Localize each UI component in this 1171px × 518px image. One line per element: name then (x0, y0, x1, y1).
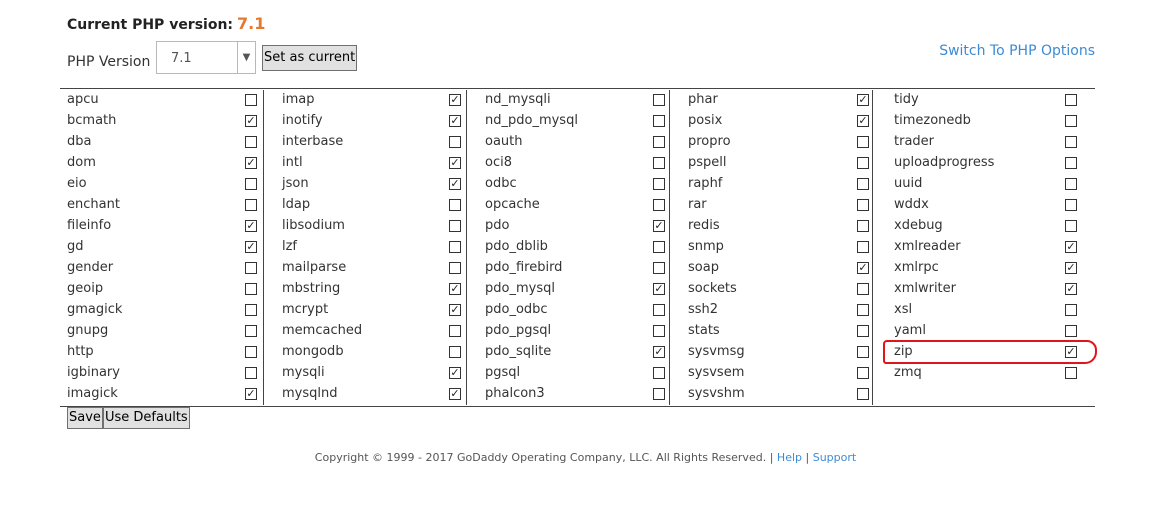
extension-label: oci8 (485, 155, 512, 170)
extension-row-xmlreader (873, 237, 1096, 258)
extension-row-pdo_dblib (467, 237, 670, 258)
extension-row-stats (670, 321, 873, 342)
extension-label: memcached (282, 323, 363, 338)
extension-row-snmp (670, 237, 873, 258)
extension-row-imap (264, 90, 467, 111)
extension-row-intl (264, 153, 467, 174)
extension-row-pdo_pgsql (467, 321, 670, 342)
extension-row-mysqli (264, 363, 467, 384)
extension-checkbox-tidy[interactable] (1065, 94, 1077, 106)
extensions-column (60, 90, 263, 405)
extension-label: wddx (894, 197, 929, 212)
extension-checkbox-mcrypt[interactable] (449, 304, 461, 316)
extension-row-tidy (873, 90, 1096, 111)
extension-label: odbc (485, 176, 517, 191)
chevron-down-icon[interactable]: ▼ (237, 42, 255, 73)
extension-checkbox-pgsql[interactable] (653, 367, 665, 379)
extension-row-sysvmsg (670, 342, 873, 363)
extension-row-libsodium (264, 216, 467, 237)
extension-checkbox-apcu[interactable] (245, 94, 257, 106)
footer-separator: | (805, 451, 810, 464)
use-defaults-button[interactable]: Use Defaults (103, 407, 190, 429)
extension-row-zmq (873, 363, 1096, 384)
extension-checkbox-xmlwriter[interactable] (1065, 283, 1077, 295)
extension-label: mailparse (282, 260, 347, 275)
extension-label: xmlreader (894, 239, 961, 254)
extension-checkbox-igbinary[interactable] (245, 367, 257, 379)
extension-label: json (282, 176, 309, 191)
extension-row-sysvsem (670, 363, 873, 384)
extension-label: phar (688, 92, 718, 107)
extension-checkbox-pdo_dblib[interactable] (653, 241, 665, 253)
extension-row-fileinfo (60, 216, 263, 237)
extension-label: rar (688, 197, 707, 212)
extension-checkbox-pspell[interactable] (857, 157, 869, 169)
extension-row-memcached (264, 321, 467, 342)
extension-checkbox-bcmath[interactable] (245, 115, 257, 127)
copyright-text: Copyright © 1999 - 2017 GoDaddy Operating Company, LLC. All Rights Reserved. (314, 451, 767, 464)
extension-label: sysvshm (688, 386, 745, 401)
extension-label: xmlrpc (894, 260, 939, 275)
extension-checkbox-pdo_pgsql[interactable] (653, 325, 665, 337)
extension-row-xsl (873, 300, 1096, 321)
extension-row-soap (670, 258, 873, 279)
extension-row-mcrypt (264, 300, 467, 321)
extension-row-mailparse (264, 258, 467, 279)
extension-label: trader (894, 134, 935, 149)
extension-row-mysqlnd (264, 384, 467, 405)
extension-checkbox-trader[interactable] (1065, 136, 1077, 148)
extension-row-gnupg (60, 321, 263, 342)
extension-row-gd (60, 237, 263, 258)
extension-label: uploadprogress (894, 155, 995, 170)
extension-checkbox-gender[interactable] (245, 262, 257, 274)
extension-checkbox-imagick[interactable] (245, 388, 257, 400)
extension-row-oauth (467, 132, 670, 153)
extension-label: pdo_sqlite (485, 344, 552, 359)
extension-label: inotify (282, 113, 323, 128)
extension-label: tidy (894, 92, 919, 107)
extension-row-interbase (264, 132, 467, 153)
save-button[interactable]: Save (67, 407, 103, 429)
extension-checkbox-ldap[interactable] (449, 199, 461, 211)
extension-label: zip (894, 344, 913, 359)
extensions-column (263, 90, 467, 405)
extension-checkbox-pdo_mysql[interactable] (653, 283, 665, 295)
extension-row-apcu (60, 90, 263, 111)
extension-label: pspell (688, 155, 727, 170)
extension-row-pdo_firebird (467, 258, 670, 279)
extension-checkbox-gnupg[interactable] (245, 325, 257, 337)
extension-label: mysqlnd (282, 386, 338, 401)
extension-label: intl (282, 155, 303, 170)
extension-label: eio (67, 176, 87, 191)
extension-label: imap (282, 92, 315, 107)
extension-checkbox-geoip[interactable] (245, 283, 257, 295)
extension-checkbox-propro[interactable] (857, 136, 869, 148)
extensions-column (466, 90, 670, 405)
extension-label: zmq (894, 365, 922, 380)
footer-separator: | (769, 451, 774, 464)
extension-row-gender (60, 258, 263, 279)
extension-row-enchant (60, 195, 263, 216)
extension-row-raphf (670, 174, 873, 195)
extension-row-ldap (264, 195, 467, 216)
extension-checkbox-snmp[interactable] (857, 241, 869, 253)
extension-checkbox-sysvsem[interactable] (857, 367, 869, 379)
extension-label: pdo_pgsql (485, 323, 552, 338)
extension-checkbox-gmagick[interactable] (245, 304, 257, 316)
extension-checkbox-inotify[interactable] (449, 115, 461, 127)
extension-row-dba (60, 132, 263, 153)
extension-label: nd_mysqli (485, 92, 551, 107)
extension-row-gmagick (60, 300, 263, 321)
extension-label: redis (688, 218, 720, 233)
extension-label: pdo_mysql (485, 281, 555, 296)
extension-checkbox-mongodb[interactable] (449, 346, 461, 358)
extension-label: sysvsem (688, 365, 745, 380)
extension-row-igbinary (60, 363, 263, 384)
extension-checkbox-pdo_odbc[interactable] (653, 304, 665, 316)
extension-checkbox-memcached[interactable] (449, 325, 461, 337)
extension-label: pdo (485, 218, 510, 233)
extension-row-pdo_mysql (467, 279, 670, 300)
extension-label: nd_pdo_mysql (485, 113, 578, 128)
extension-checkbox-raphf[interactable] (857, 178, 869, 190)
extension-label: pdo_firebird (485, 260, 563, 275)
extension-checkbox-dba[interactable] (245, 136, 257, 148)
extension-label: ssh2 (688, 302, 719, 317)
php-version-selected-value: 7.1 (171, 51, 192, 66)
extension-row-bcmath (60, 111, 263, 132)
extension-row-xdebug (873, 216, 1096, 237)
extension-label: dom (67, 155, 96, 170)
extension-checkbox-posix[interactable] (857, 115, 869, 127)
extension-checkbox-sockets[interactable] (857, 283, 869, 295)
extension-label: timezonedb (894, 113, 971, 128)
extension-row-inotify (264, 111, 467, 132)
extension-checkbox-phar[interactable] (857, 94, 869, 106)
extension-checkbox-pdo[interactable] (653, 220, 665, 232)
extension-label: soap (688, 260, 719, 275)
php-version-label: PHP Version (67, 54, 151, 70)
extension-row-uuid (873, 174, 1096, 195)
extension-label: pdo_odbc (485, 302, 548, 317)
extension-checkbox-wddx[interactable] (1065, 199, 1077, 211)
extension-checkbox-xdebug[interactable] (1065, 220, 1077, 232)
extension-checkbox-rar[interactable] (857, 199, 869, 211)
extension-label: xdebug (894, 218, 943, 233)
extension-checkbox-sysvshm[interactable] (857, 388, 869, 400)
extension-label: imagick (67, 386, 118, 401)
extensions-column (669, 90, 873, 405)
extension-checkbox-json[interactable] (449, 178, 461, 190)
extension-checkbox-eio[interactable] (245, 178, 257, 190)
current-version-value: 7.1 (237, 14, 266, 33)
extension-checkbox-timezonedb[interactable] (1065, 115, 1077, 127)
extension-label: gmagick (67, 302, 123, 317)
extension-label: geoip (67, 281, 104, 296)
extension-label: sockets (688, 281, 737, 296)
extension-checkbox-lzf[interactable] (449, 241, 461, 253)
extension-row-pgsql (467, 363, 670, 384)
extension-checkbox-yaml[interactable] (1065, 325, 1077, 337)
extension-checkbox-opcache[interactable] (653, 199, 665, 211)
extension-row-ssh2 (670, 300, 873, 321)
extension-label: mcrypt (282, 302, 329, 317)
extension-label: uuid (894, 176, 923, 191)
support-link[interactable]: Support (812, 451, 857, 464)
extension-row-nd_pdo_mysql (467, 111, 670, 132)
extension-checkbox-xmlreader[interactable] (1065, 241, 1077, 253)
current-version-label: Current PHP version: (67, 17, 234, 33)
extension-row-propro (670, 132, 873, 153)
extension-label: oauth (485, 134, 523, 149)
extension-label: interbase (282, 134, 344, 149)
extension-checkbox-mailparse[interactable] (449, 262, 461, 274)
extension-label: gnupg (67, 323, 109, 338)
footer (0, 451, 1171, 464)
extension-row-pdo_odbc (467, 300, 670, 321)
extension-checkbox-soap[interactable] (857, 262, 869, 274)
extension-row-eio (60, 174, 263, 195)
extension-label: dba (67, 134, 92, 149)
extension-label: apcu (67, 92, 99, 107)
extension-checkbox-imap[interactable] (449, 94, 461, 106)
set-as-current-button[interactable]: Set as current (262, 45, 357, 71)
extension-label: fileinfo (67, 218, 112, 233)
extension-label: opcache (485, 197, 540, 212)
extension-label: http (67, 344, 94, 359)
extension-row-xmlrpc (873, 258, 1096, 279)
extension-label: pgsql (485, 365, 521, 380)
extension-label: pdo_dblib (485, 239, 548, 254)
extension-row-nd_mysqli (467, 90, 670, 111)
extension-label: gd (67, 239, 84, 254)
extension-label: mysqli (282, 365, 325, 380)
extension-row-imagick (60, 384, 263, 405)
extension-row-sockets (670, 279, 873, 300)
extension-label: xsl (894, 302, 913, 317)
extension-row-pdo (467, 216, 670, 237)
extension-row-uploadprogress (873, 153, 1096, 174)
extension-checkbox-http[interactable] (245, 346, 257, 358)
extension-label: posix (688, 113, 723, 128)
extension-checkbox-sysvmsg[interactable] (857, 346, 869, 358)
extension-label: yaml (894, 323, 926, 338)
extension-label: enchant (67, 197, 120, 212)
extension-checkbox-redis[interactable] (857, 220, 869, 232)
extension-label: xmlwriter (894, 281, 956, 296)
extension-row-sysvshm (670, 384, 873, 405)
zip-highlight-annotation (883, 340, 1097, 364)
extension-checkbox-pdo_firebird[interactable] (653, 262, 665, 274)
extension-row-opcache (467, 195, 670, 216)
extension-checkbox-fileinfo[interactable] (245, 220, 257, 232)
extension-row-redis (670, 216, 873, 237)
extension-checkbox-ssh2[interactable] (857, 304, 869, 316)
extension-checkbox-intl[interactable] (449, 157, 461, 169)
extension-checkbox-stats[interactable] (857, 325, 869, 337)
extension-row-rar (670, 195, 873, 216)
extension-checkbox-pdo_sqlite[interactable] (653, 346, 665, 358)
extension-label: libsodium (282, 218, 345, 233)
php-version-select[interactable] (156, 41, 256, 74)
extension-label: gender (67, 260, 114, 275)
extension-label: sysvmsg (688, 344, 745, 359)
extension-label: raphf (688, 176, 723, 191)
extension-label: mbstring (282, 281, 341, 296)
extension-label: mongodb (282, 344, 344, 359)
extension-row-mongodb (264, 342, 467, 363)
extension-row-lzf (264, 237, 467, 258)
extension-label: propro (688, 134, 731, 149)
extension-row-http (60, 342, 263, 363)
extension-checkbox-enchant[interactable] (245, 199, 257, 211)
extension-row-pspell (670, 153, 873, 174)
extension-row-posix (670, 111, 873, 132)
extension-checkbox-gd[interactable] (245, 241, 257, 253)
extension-label: bcmath (67, 113, 117, 128)
extension-checkbox-odbc[interactable] (653, 178, 665, 190)
extension-row-oci8 (467, 153, 670, 174)
extension-checkbox-mbstring[interactable] (449, 283, 461, 295)
extension-row-odbc (467, 174, 670, 195)
extension-checkbox-libsodium[interactable] (449, 220, 461, 232)
extension-row-json (264, 174, 467, 195)
extension-checkbox-mysqlnd[interactable] (449, 388, 461, 400)
extension-row-wddx (873, 195, 1096, 216)
extension-checkbox-interbase[interactable] (449, 136, 461, 148)
current-php-version-heading (67, 14, 265, 33)
extension-row-pdo_sqlite (467, 342, 670, 363)
extension-checkbox-mysqli[interactable] (449, 367, 461, 379)
extension-label: lzf (282, 239, 298, 254)
extension-checkbox-uuid[interactable] (1065, 178, 1077, 190)
extension-row-xmlwriter (873, 279, 1096, 300)
extension-row-yaml (873, 321, 1096, 342)
extension-checkbox-uploadprogress[interactable] (1065, 157, 1077, 169)
extension-label: stats (688, 323, 720, 338)
extension-row-phalcon3 (467, 384, 670, 405)
extension-checkbox-nd_pdo_mysql[interactable] (653, 115, 665, 127)
extension-checkbox-xmlrpc[interactable] (1065, 262, 1077, 274)
extension-checkbox-oci8[interactable] (653, 157, 665, 169)
extension-row-trader (873, 132, 1096, 153)
extension-checkbox-nd_mysqli[interactable] (653, 94, 665, 106)
help-link[interactable]: Help (776, 451, 802, 464)
extension-row-phar (670, 90, 873, 111)
extension-checkbox-zmq[interactable] (1065, 367, 1077, 379)
switch-to-php-options-link[interactable]: Switch To PHP Options (939, 43, 1095, 59)
extension-label: igbinary (67, 365, 120, 380)
extension-label: snmp (688, 239, 724, 254)
extension-label: phalcon3 (485, 386, 545, 401)
extension-checkbox-dom[interactable] (245, 157, 257, 169)
extension-row-mbstring (264, 279, 467, 300)
extension-checkbox-oauth[interactable] (653, 136, 665, 148)
extension-checkbox-xsl[interactable] (1065, 304, 1077, 316)
extension-row-timezonedb (873, 111, 1096, 132)
extension-row-geoip (60, 279, 263, 300)
extension-row-dom (60, 153, 263, 174)
extension-label: ldap (282, 197, 311, 212)
extension-checkbox-phalcon3[interactable] (653, 388, 665, 400)
